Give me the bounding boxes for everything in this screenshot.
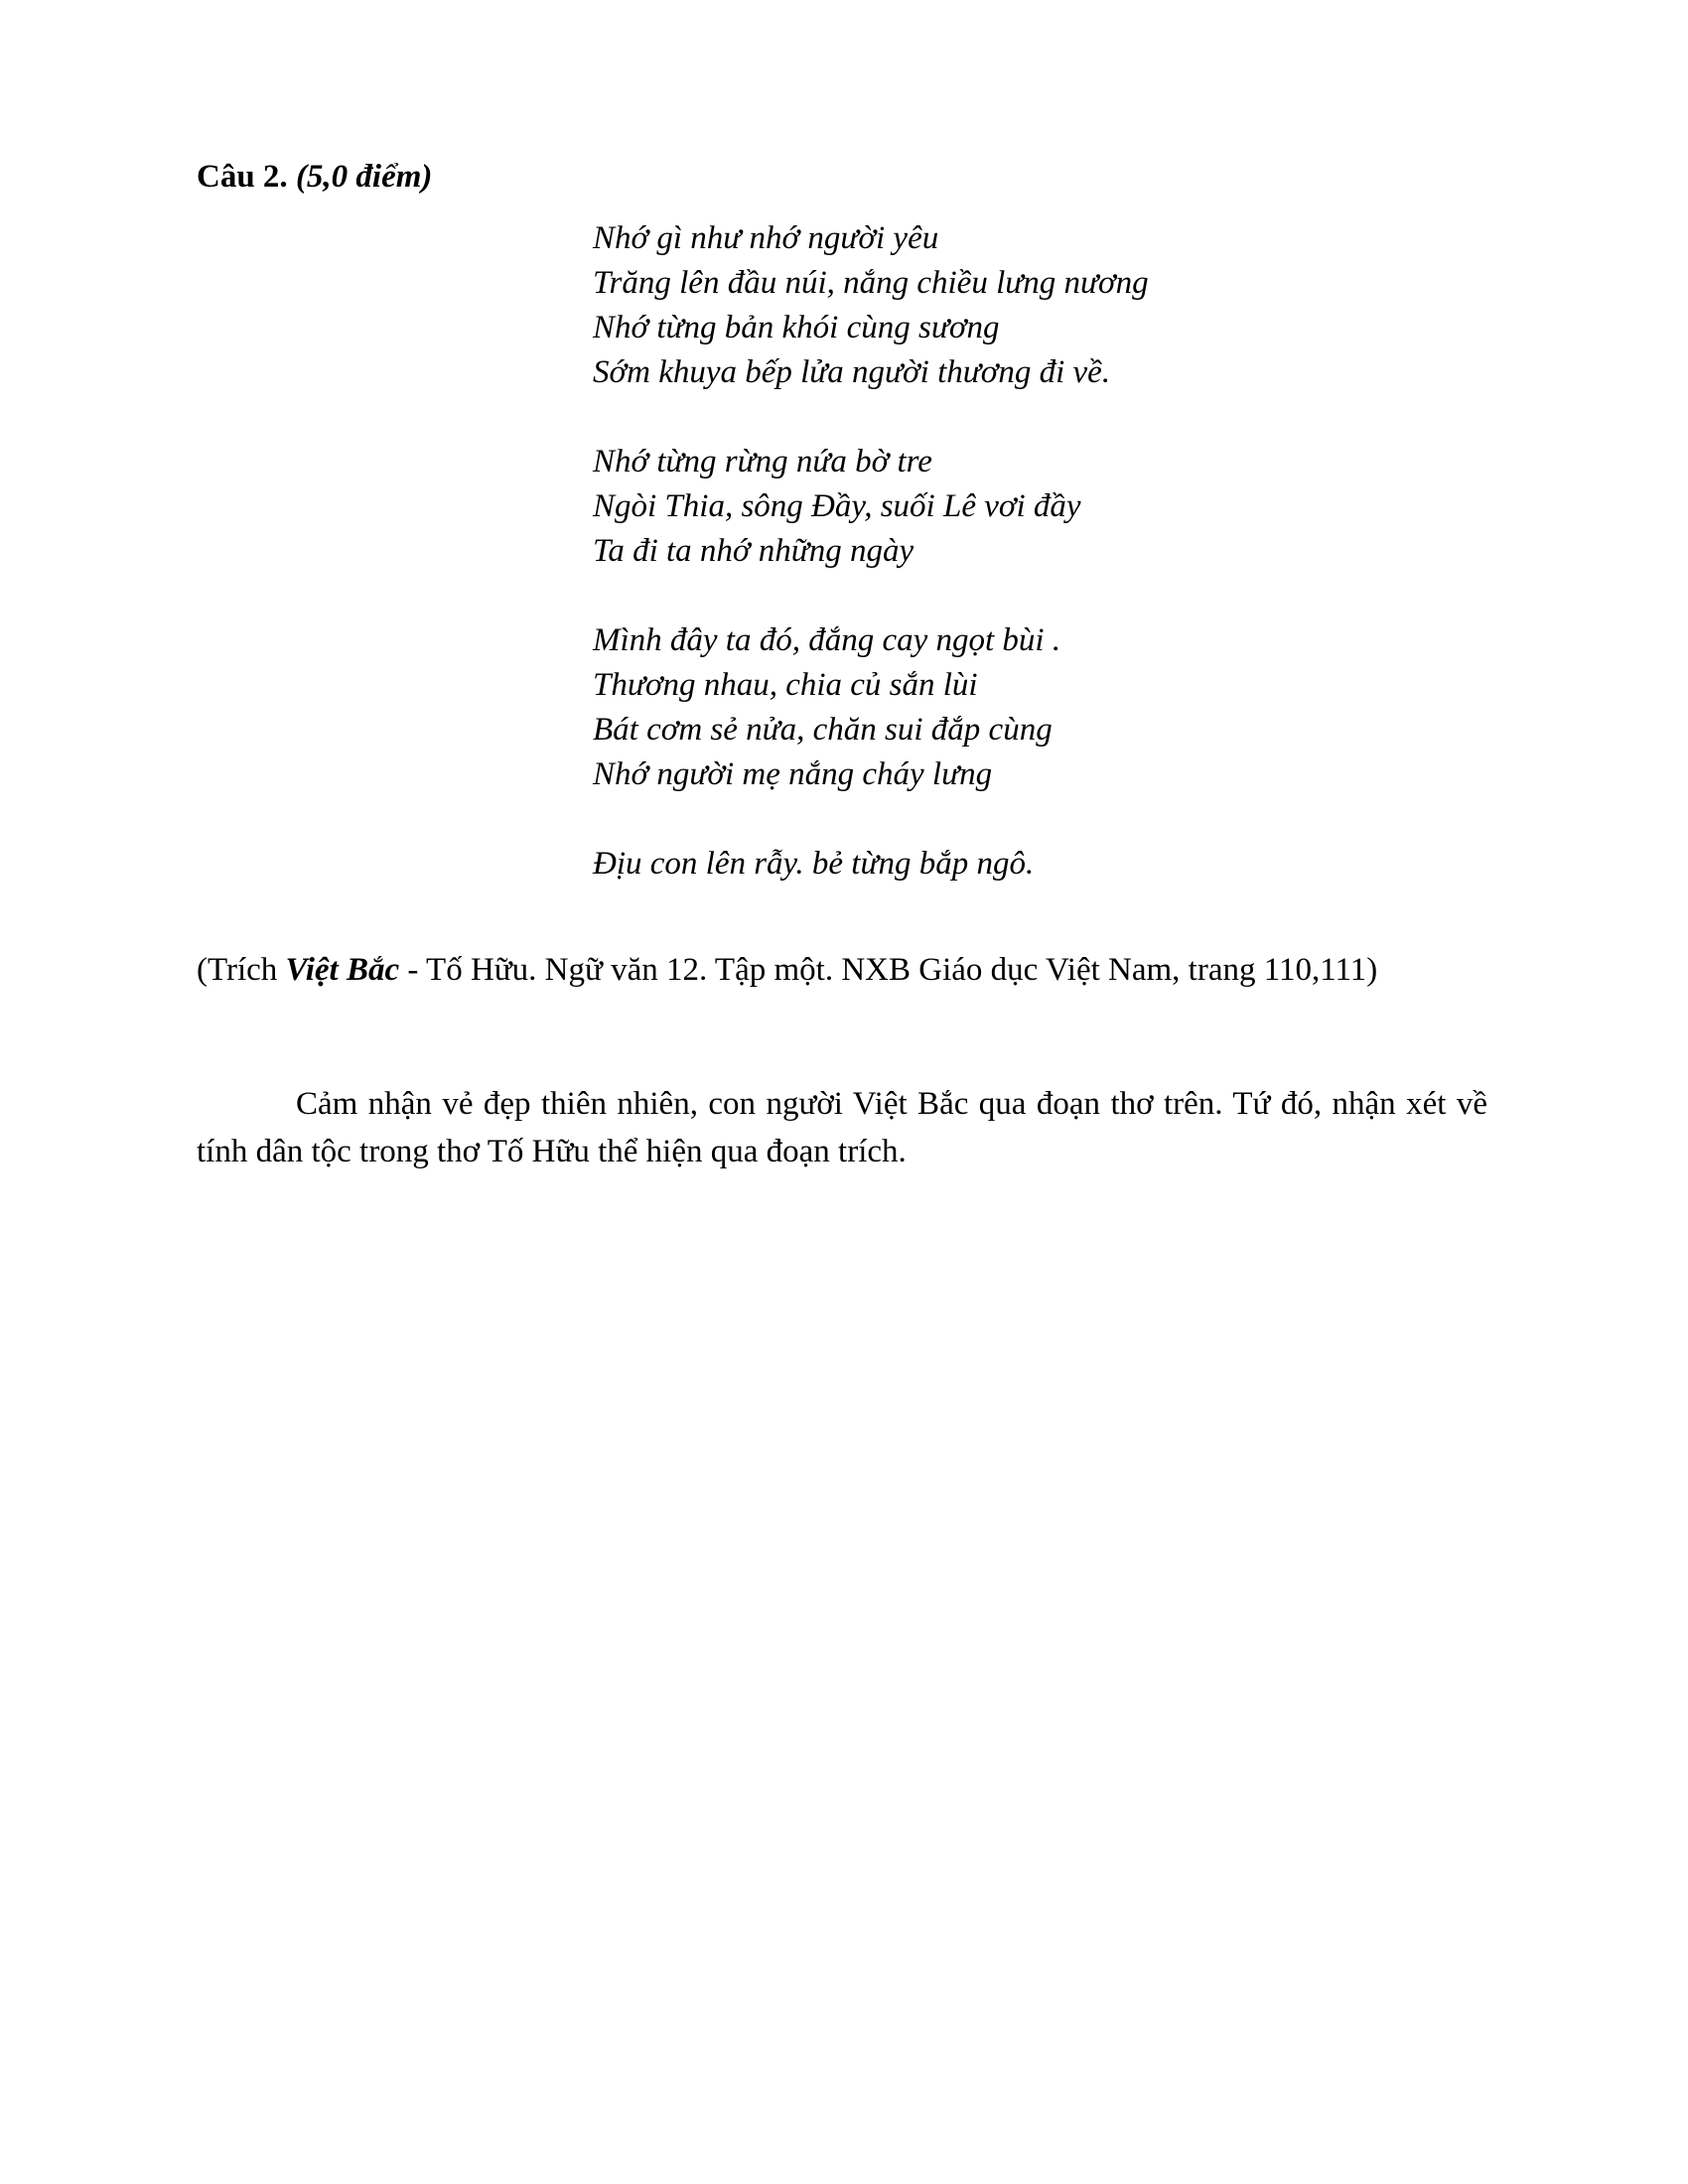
question-prompt: Cảm nhận vẻ đẹp thiên nhiên, con người Việt Bắc qua đoạn thơ trên. Tứ đó, nhận xét về tính dân tộc trong thơ Tố Hữu thể hiện qua đoạn trích. [197, 1086, 1487, 1169]
poem-line: Ngòi Thia, sông Đầy, suối Lê vơi đầy [593, 488, 1081, 524]
poem-line: Ta đi ta nhớ những ngày [593, 533, 914, 569]
citation-work-title: Việt Bắc [285, 952, 400, 988]
poem-stanza [593, 618, 1149, 797]
poem-line: Sớm khuya bếp lửa người thương đi về. [593, 354, 1111, 390]
poem-line: Nhớ từng bản khói cùng sương [593, 310, 1000, 345]
poem-line: Bát cơm sẻ nửa, chăn sui đắp cùng [593, 712, 1053, 748]
citation-suffix: - Tố Hữu. Ngữ văn 12. Tập một. NXB Giáo dục Việt Nam, trang 110,111) [399, 952, 1378, 988]
poem-line: Nhớ người mẹ nắng cháy lưng [593, 756, 993, 792]
poem-line: Trăng lên đầu núi, nắng chiều lưng nương [593, 265, 1149, 301]
citation-prefix: (Trích [197, 952, 286, 988]
poem-citation [197, 948, 1377, 992]
poem-stanza [593, 440, 1149, 574]
question-number: Câu 2. [197, 159, 288, 195]
poem-line: Thương nhau, chia củ sắn lùi [593, 667, 978, 703]
poem-line: Địu con lên rẫy. bẻ từng bắp ngô. [593, 846, 1035, 882]
poem-line: Nhớ gì như nhớ người yêu [593, 220, 939, 256]
poem-stanza [593, 216, 1149, 395]
question-header [197, 155, 432, 199]
poem-stanza [593, 842, 1149, 887]
poem-line: Mình đây ta đó, đắng cay ngọt bùi . [593, 622, 1061, 658]
poem-excerpt [593, 216, 1149, 931]
poem-line: Nhớ từng rừng nứa bờ tre [593, 444, 932, 479]
question-points: (5,0 điểm) [295, 159, 433, 195]
